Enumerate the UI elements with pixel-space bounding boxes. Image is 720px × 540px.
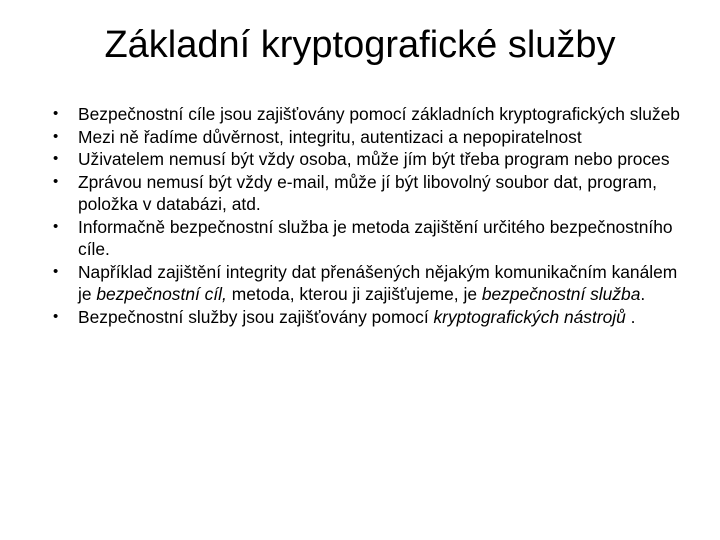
- bullet-text-segment: metoda, kterou ji zajišťujeme, je: [226, 284, 482, 304]
- bullet-marker: •: [53, 217, 59, 235]
- bullet-item: [52, 103, 692, 126]
- bullet-text: [78, 104, 680, 124]
- bullet-marker: •: [53, 262, 59, 280]
- bullet-list: [52, 103, 692, 328]
- bullet-text: [78, 307, 636, 327]
- bullet-marker: •: [53, 172, 59, 190]
- bullet-text-italic: bezpečnostní cíl,: [96, 284, 227, 304]
- bullet-text-segment: .: [625, 306, 636, 327]
- bullet-item: [52, 261, 692, 306]
- bullet-text: [78, 217, 673, 260]
- bullet-marker: •: [53, 127, 59, 145]
- bullet-marker: •: [53, 150, 59, 167]
- bullet-item: [52, 216, 692, 261]
- bullet-text-italic: kryptografických nástrojů: [433, 306, 626, 327]
- bullet-item: [52, 171, 692, 216]
- bullet-text-segment: Mezi ně řadíme důvěrnost, integritu, autentizaci a nepopiratelnost: [78, 126, 582, 147]
- bullet-text-segment: Informačně bezpečnostní služba je metoda zajištění určitého bezpečnostního cíle.: [78, 216, 673, 259]
- bullet-text-segment: Uživatelem nemusí být vždy osoba, může jím být třeba program nebo proces: [78, 149, 670, 169]
- bullet-text-italic: bezpečnostní služba: [481, 284, 641, 304]
- slide-title: Základní kryptografické služby: [104, 24, 616, 66]
- bullet-marker: •: [53, 307, 59, 325]
- bullet-text-segment: Bezpečnostní služby jsou zajišťovány pomocí: [78, 306, 434, 327]
- bullet-text: [78, 262, 677, 305]
- bullet-marker: •: [53, 105, 59, 122]
- bullet-text-segment: .: [640, 284, 646, 304]
- bullet-text-segment: Bezpečnostní cíle jsou zajišťovány pomocí základních kryptografických služeb: [78, 104, 680, 124]
- bullet-text-segment: Zprávou nemusí být vždy e-mail, může jí být libovolný soubor dat, program, položka v databázi, atd.: [78, 171, 657, 214]
- bullet-text: [78, 172, 657, 215]
- bullet-text-segment: Například zajištění integrity dat přenášených nějakým komunikačním kanálem je: [78, 261, 678, 304]
- bullet-item: [52, 126, 692, 149]
- bullet-item: [52, 148, 692, 171]
- bullet-text: [78, 149, 670, 169]
- bullet-text: [78, 127, 582, 147]
- bullet-item: [52, 306, 692, 329]
